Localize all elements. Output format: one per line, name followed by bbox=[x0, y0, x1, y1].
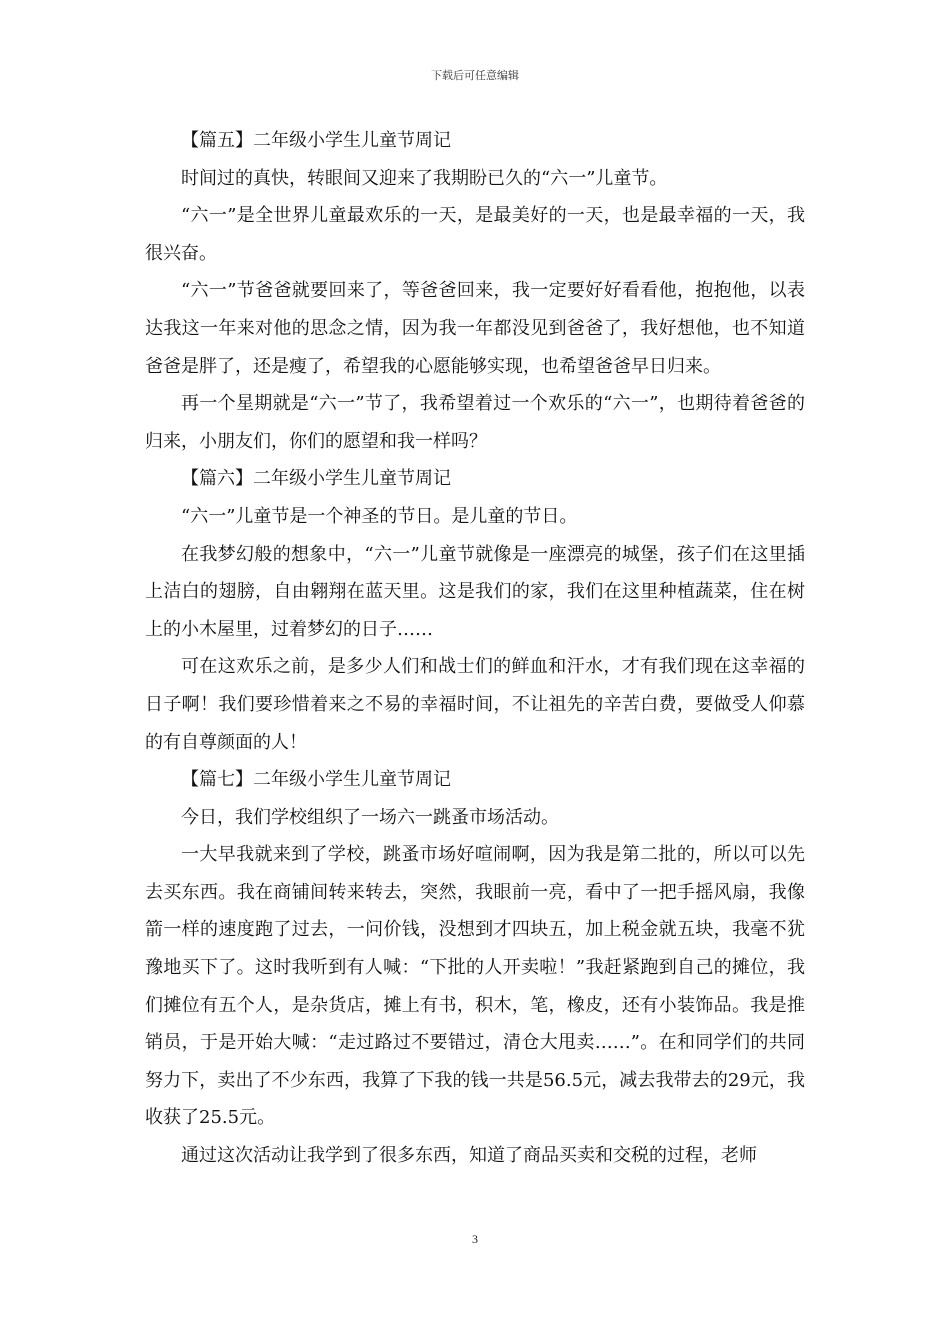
paragraph: 今日，我们学校组织了一场六一跳蚤市场活动。 bbox=[181, 806, 559, 828]
document-body bbox=[145, 122, 805, 1175]
paragraph: 通过这次活动让我学到了很多东西，知道了商品买卖和交税的过程，老师 bbox=[181, 1145, 757, 1167]
paragraph: 再一个星期就是“六一”节了，我希望着过一个欢乐的“六一”，也期待着爸爸的归来，小朋友们，你们的愿望和我一样吗？ bbox=[145, 393, 805, 452]
paragraph: 一大早我就来到了学校，跳蚤市场好喧闹啊，因为我是第二批的，所以可以先去买东西。我在商铺间转来转去，突然，我眼前一亮，看中了一把手摇风扇，我像箭一样的速度跑了过去，一问价钱，没想到才四块五，加上税金就五块，我毫不犹豫地买下了。这时我听到有人喊：“下批的人开卖啦！”我赶紧跑到自己的摊位，我们摊位有五个人，是杂货店，摊上有书，积木，笔，橡皮，还有小装饰品。我是推销员，于是开始大喊：“走过路过不要错过，清仓大甩卖……”。在和同学们的共同努力下，卖出了不少东西，我算了下我的钱一共是56.5元，减去我带去的29元，我收获了25.5元。 bbox=[145, 844, 805, 1129]
paragraph: 在我梦幻般的想象中，“六一”儿童节就像是一座漂亮的城堡，孩子们在这里插上洁白的翅膀，自由翱翔在蓝天里。这是我们的家，我们在这里种植蔬菜，住在树上的小木屋里，过着梦幻的日子…… bbox=[145, 543, 805, 640]
page-number: 3 bbox=[472, 1232, 478, 1246]
section-heading-5: 【篇五】二年级小学生儿童节周记 bbox=[181, 130, 451, 151]
paragraph: “六一”是全世界儿童最欢乐的一天，是最美好的一天，也是最幸福的一天，我很兴奋。 bbox=[145, 205, 805, 264]
section-heading-7: 【篇七】二年级小学生儿童节周记 bbox=[181, 769, 451, 791]
paragraph: 可在这欢乐之前，是多少人们和战士们的鲜血和汗水，才有我们现在这幸福的日子啊！我们要珍惜着来之不易的幸福时间，不让祖先的辛苦白费，要做受人仰慕的有自尊颜面的人！ bbox=[145, 656, 805, 753]
section-heading-6: 【篇六】二年级小学生儿童节周记 bbox=[181, 468, 451, 490]
paragraph: 时间过的真快，转眼间又迎来了我期盼已久的“六一”儿童节。 bbox=[181, 167, 668, 189]
paragraph: “六一”儿童节是一个神圣的节日。是儿童的节日。 bbox=[181, 505, 578, 527]
page-header: 下载后可任意编辑 bbox=[431, 69, 519, 82]
paragraph: “六一”节爸爸就要回来了，等爸爸回来，我一定要好好看看他，抱抱他，以表达我这一年来对他的思念之情，因为我一年都没见到爸爸了，我好想他，也不知道爸爸是胖了，还是瘦了，希望我的心愿能够实现，也希望爸爸早日归来。 bbox=[145, 280, 805, 377]
